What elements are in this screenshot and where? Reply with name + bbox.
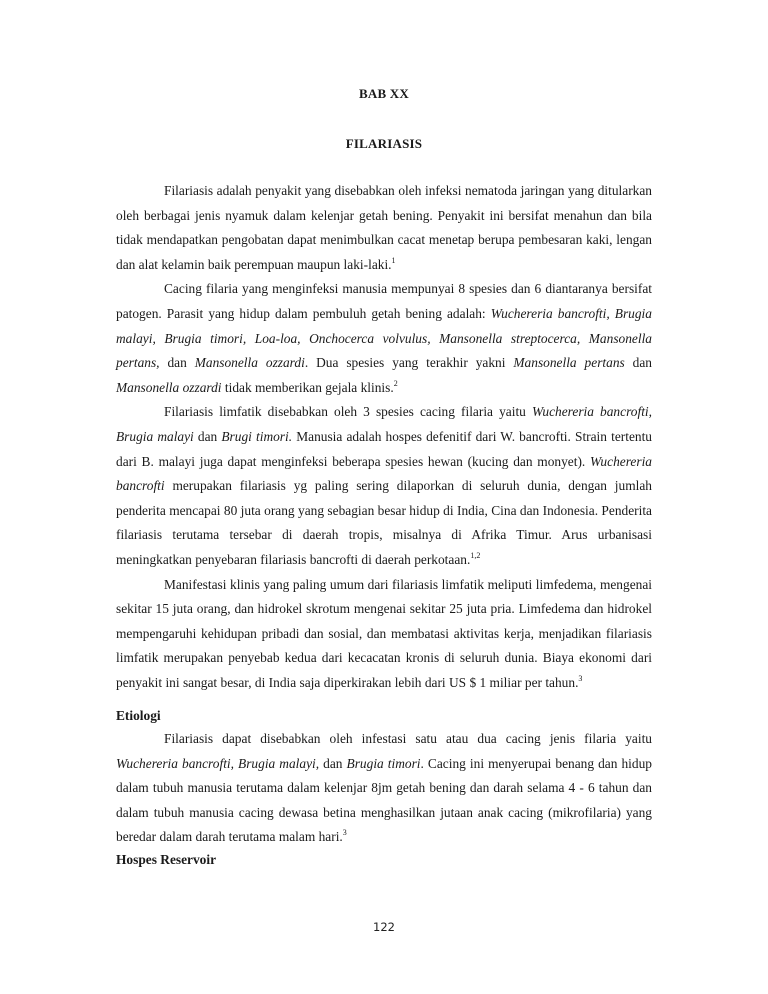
- chapter-label: BAB XX: [359, 86, 409, 101]
- species-name: Mansonella ozzardi: [194, 355, 305, 371]
- species-names: Wuchereria bancrofti, Brugia malayi,: [116, 755, 320, 771]
- paragraph-manifestation: [116, 573, 652, 696]
- paragraph-text: . Cacing ini menyerupai benang dan hidup dalam tubuh manusia terutama dalam kelenjar 8jm getah bening dan darah selama 4 - 6 tahun dan dalam tubuh manusia cacing dewasa betina menghasilkan jutaan anak cacing (mikrofilaria) yang beredar dalam darah terutama malam hari.: [116, 755, 652, 845]
- species-names: Wuchereria bancrofti, Brugia malayi, Brugia timori, Loa-loa, Onchocerca volvulus, Mansonella streptocerca, Mansonella pertans,: [116, 305, 652, 371]
- species-name: Wuchereria bancrofti: [116, 453, 652, 494]
- paragraph-text: Filariasis dapat disebabkan oleh infestasi satu atau dua cacing jenis filaria yaitu: [164, 731, 652, 746]
- paragraph-text: Filariasis adalah penyakit yang disebabkan oleh infeksi nematoda jaringan yang ditularkan oleh berbagai jenis nyamuk dalam kelenjar getah bening. Penyakit ini bersifat menahun dan bila tidak mendapatkan pengobatan dapat menimbulkan cacat menetap berupa pembesaran kaki, lengan dan alat kelamin baik perempuan maupun laki-laki.: [116, 183, 652, 272]
- paragraph-text: dan: [319, 755, 347, 771]
- citation: 3: [342, 828, 347, 838]
- paragraph-etiologi: [116, 727, 652, 850]
- species-name: Brugia timori: [346, 755, 421, 771]
- citation: 2: [393, 378, 398, 388]
- paragraph-text: merupakan filariasis yg paling sering dilaporkan di seluruh dunia, dengan jumlah penderita mencapai 80 juta orang yang sebagian besar hidup di India, Cina dan Indonesia. Penderita filariasis terutama tersebar di daerah tropis, misalnya di Afrika Timur. Arus urbanisasi meningkatkan penyebaran filariasis bancrofti di daerah perkotaan.: [116, 478, 652, 567]
- citation: 1: [391, 255, 396, 265]
- etiologi-section: [116, 727, 652, 850]
- paragraph-text: Filariasis limfatik disebabkan oleh 3 spesies cacing filaria yaitu: [164, 404, 532, 420]
- paragraph-text: tidak memberikan gejala klinis.: [221, 379, 394, 395]
- paragraph-text: Cacing filaria yang menginfeksi manusia mempunyai 8 spesies dan 6 diantaranya bersifat patogen. Parasit yang hidup dalam pembuluh getah bening adalah:: [116, 281, 652, 321]
- paragraph-text: dan: [159, 355, 195, 371]
- paragraph-definition: [116, 179, 652, 277]
- paragraph-text: dan: [624, 355, 652, 371]
- species-name: Mansonella pertans: [513, 355, 625, 371]
- paragraph-text: dan: [193, 428, 222, 444]
- intro-section: [116, 179, 652, 695]
- page-number: 122: [373, 920, 395, 934]
- paragraph-text: Manifestasi klinis yang paling umum dari filariasis limfatik meliputi limfedema, mengenai sekitar 15 juta orang, dan hidrokel skrotum mengenai sekitar 25 juta pria. Limfedema dan hidrokel mempengaruhi kehidupan pribadi dan sosial, dan membatasi aktivitas kerja, menjadikan filariasis limfatik merupakan penyebab kedua dari kecacatan kronis di seluruh dunia. Biaya ekonomi dari penyakit ini sangat besar, di India saja diperkirakan lebih dari US $ 1 miliar per tahun.: [116, 576, 652, 690]
- paragraph-text: Manusia adalah hospes defenitif dari W. bancrofti. Strain tertentu dari B. malayi juga dapat menginfeksi beberapa spesies hewan (kucing dan monyet).: [116, 428, 653, 469]
- paragraph-lymphatic: [116, 400, 652, 572]
- page-title: FILARIASIS: [345, 136, 423, 151]
- species-names: Wuchereria bancrofti, Brugia malayi: [116, 404, 652, 444]
- section-heading-etiologi: Etiologi: [116, 708, 161, 723]
- citation: 3: [578, 673, 583, 683]
- paragraph-text: . Dua spesies yang terakhir yakni: [304, 355, 514, 371]
- citation: 1,2: [470, 550, 481, 560]
- species-name: Brugi timori.: [221, 428, 293, 444]
- species-name: Mansonella ozzardi: [116, 379, 222, 395]
- section-heading-hospes-reservoir: Hospes Reservoir: [116, 852, 217, 867]
- paragraph-species: [116, 277, 652, 400]
